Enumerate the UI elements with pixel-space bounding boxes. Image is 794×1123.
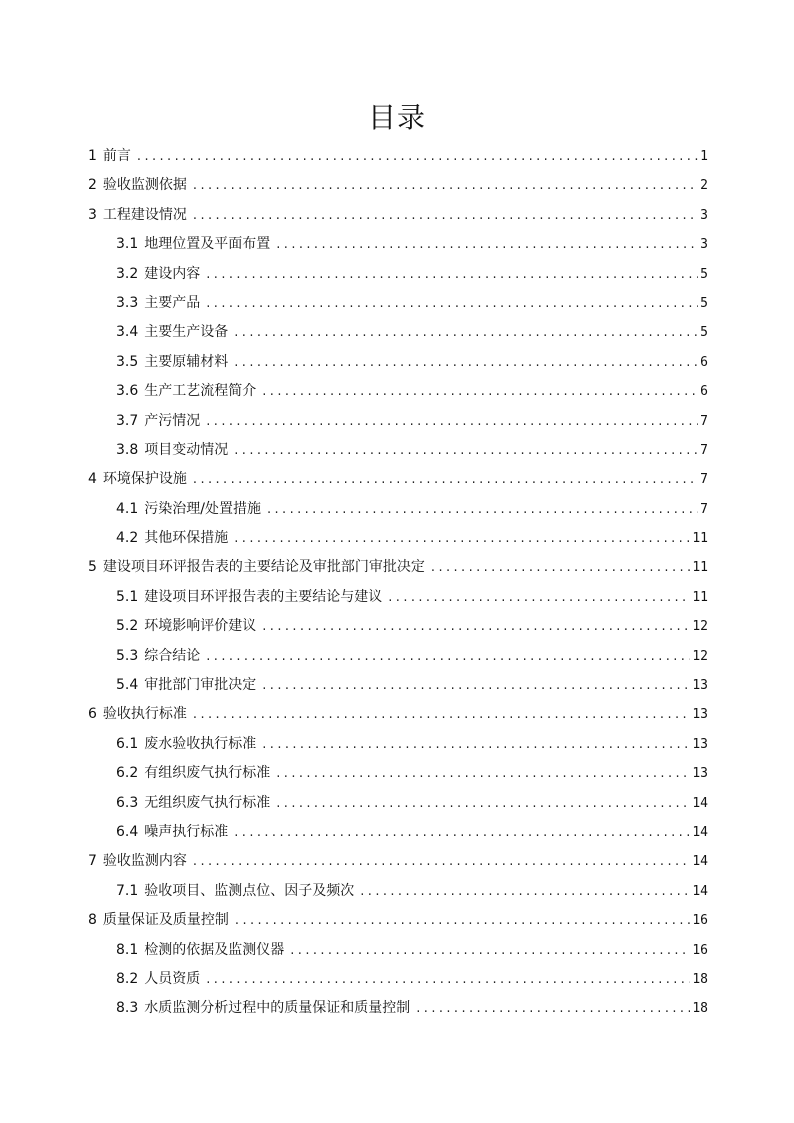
toc-entry-number: 3.7	[116, 412, 139, 429]
toc-entry-page-number: 5	[700, 325, 708, 341]
toc-entry-page-number: 11	[692, 589, 708, 605]
toc-entry-number: 6.1	[116, 735, 139, 752]
toc-entry-page-number: 12	[692, 648, 708, 664]
toc-dot-leader	[431, 553, 690, 582]
toc-entry-number: 3.1	[116, 236, 139, 253]
toc-entry[interactable]	[88, 260, 708, 289]
toc-entry-page-number: 13	[692, 766, 708, 782]
toc-entry[interactable]	[88, 583, 708, 612]
toc-dot-leader	[206, 289, 698, 318]
toc-entry-page-number: 18	[692, 971, 708, 987]
toc-entry-label: 废水验收执行标准	[144, 735, 257, 752]
toc-entry-page-number: 3	[700, 237, 708, 253]
toc-entry-page-number: 13	[692, 678, 708, 694]
toc-entry[interactable]	[88, 818, 708, 847]
toc-entry[interactable]	[88, 289, 708, 318]
toc-entry-number: 8.2	[116, 970, 139, 987]
toc-entry-page-number: 6	[700, 384, 708, 400]
toc-dot-leader	[262, 730, 690, 759]
toc-entry-page-number: 1	[700, 149, 708, 164]
toc-entry-number: 1	[88, 148, 97, 164]
toc-entry-label: 审批部门审批决定	[144, 677, 257, 694]
toc-entry-page-number: 6	[700, 354, 708, 370]
toc-entry-label: 综合结论	[144, 647, 201, 664]
toc-dot-leader	[235, 906, 690, 935]
toc-entry-page-number: 13	[692, 707, 708, 723]
toc-entry-number: 3.8	[116, 441, 139, 458]
toc-entry-label: 主要原辅材料	[144, 353, 229, 370]
toc-dot-leader	[234, 318, 698, 347]
toc-entry-number: 3.5	[116, 353, 139, 370]
toc-entry-label: 前言	[102, 148, 131, 164]
toc-dot-leader	[276, 759, 690, 788]
toc-entry[interactable]	[88, 230, 708, 259]
toc-entry-number: 7.1	[116, 882, 139, 899]
toc-dot-leader	[234, 524, 690, 553]
toc-entry[interactable]	[88, 642, 708, 671]
toc-entry-label: 验收监测内容	[102, 853, 187, 870]
toc-entry-label: 环境保护设施	[102, 471, 187, 488]
toc-entry-page-number: 7	[700, 413, 708, 429]
toc-dot-leader	[193, 700, 690, 729]
toc-entry-page-number: 14	[692, 824, 708, 840]
toc-entry[interactable]	[88, 906, 708, 935]
toc-dot-leader	[416, 994, 690, 1023]
toc-entry[interactable]	[88, 553, 708, 582]
toc-entry-number: 5.1	[116, 588, 139, 605]
toc-entry-page-number: 5	[700, 266, 708, 282]
toc-entry[interactable]	[88, 936, 708, 965]
toc-entry[interactable]	[88, 407, 708, 436]
toc-entry-page-number: 13	[692, 736, 708, 752]
toc-entry-page-number: 7	[700, 472, 708, 488]
toc-list	[88, 142, 708, 1024]
toc-entry-label: 生产工艺流程简介	[144, 383, 257, 400]
toc-entry[interactable]	[88, 436, 708, 465]
toc-entry-label: 主要产品	[144, 294, 201, 311]
toc-entry[interactable]	[88, 495, 708, 524]
toc-entry[interactable]	[88, 730, 708, 759]
toc-dot-leader	[193, 847, 690, 876]
toc-dot-leader	[262, 612, 690, 641]
toc-entry-label: 项目变动情况	[144, 441, 229, 458]
toc-entry-label: 污染治理/处置措施	[144, 500, 261, 517]
toc-entry-number: 3.2	[116, 265, 139, 282]
toc-dot-leader	[262, 671, 690, 700]
toc-entry[interactable]	[88, 994, 708, 1023]
toc-entry[interactable]	[88, 847, 708, 876]
toc-entry-label: 其他环保措施	[144, 530, 229, 547]
toc-entry[interactable]	[88, 524, 708, 553]
toc-dot-leader	[276, 230, 698, 259]
toc-entry-page-number: 12	[692, 619, 708, 635]
toc-dot-leader	[193, 465, 698, 494]
toc-entry-number: 8.3	[116, 1000, 139, 1017]
toc-entry[interactable]	[88, 142, 708, 171]
toc-entry-label: 地理位置及平面布置	[144, 236, 271, 253]
toc-entry-number: 6.3	[116, 794, 139, 811]
toc-entry-label: 无组织废气执行标准	[144, 794, 271, 811]
toc-entry-page-number: 14	[692, 883, 708, 899]
toc-title: 目录	[367, 101, 426, 134]
toc-dot-leader	[206, 260, 698, 289]
toc-entry-number: 6.2	[116, 765, 139, 782]
toc-entry-number: 8	[88, 912, 97, 929]
toc-dot-leader	[234, 436, 698, 465]
toc-dot-leader	[206, 642, 690, 671]
toc-entry-number: 3	[88, 206, 97, 223]
toc-entry-number: 6.4	[116, 823, 139, 840]
toc-entry[interactable]	[88, 612, 708, 641]
toc-entry-page-number: 5	[700, 295, 708, 311]
toc-entry-label: 人员资质	[144, 970, 201, 987]
toc-entry-number: 3.3	[116, 294, 139, 311]
toc-entry-page-number: 16	[692, 913, 708, 929]
toc-entry-page-number: 7	[700, 501, 708, 517]
toc-dot-leader	[276, 789, 690, 818]
toc-entry[interactable]	[88, 671, 708, 700]
toc-dot-leader	[360, 877, 690, 906]
toc-entry[interactable]	[88, 877, 708, 906]
toc-entry-page-number: 11	[692, 531, 708, 547]
toc-entry-page-number: 14	[692, 795, 708, 811]
toc-entry-page-number: 7	[700, 442, 708, 458]
toc-entry-label: 环境影响评价建议	[144, 618, 257, 635]
toc-entry[interactable]	[88, 759, 708, 788]
toc-entry-page-number: 3	[700, 207, 708, 223]
toc-dot-leader	[290, 936, 690, 965]
toc-entry-number: 4.2	[116, 530, 139, 547]
toc-dot-leader	[206, 965, 690, 994]
toc-entry-page-number: 16	[692, 942, 708, 958]
toc-entry-number: 5.3	[116, 647, 139, 664]
toc-entry[interactable]	[88, 201, 708, 230]
toc-entry-label: 建设内容	[144, 265, 201, 282]
toc-entry-label: 质量保证及质量控制	[102, 912, 229, 929]
toc-entry-number: 4.1	[116, 500, 139, 517]
toc-entry-number: 5.4	[116, 677, 139, 694]
toc-dot-leader	[267, 495, 698, 524]
toc-entry-label: 有组织废气执行标准	[144, 765, 271, 782]
toc-entry-number: 6	[88, 706, 97, 723]
toc-entry-label: 工程建设情况	[102, 206, 187, 223]
toc-entry-number: 2	[88, 177, 97, 194]
toc-entry-label: 主要生产设备	[144, 324, 229, 341]
toc-entry-label: 验收监测依据	[102, 177, 187, 194]
toc-entry[interactable]	[88, 465, 708, 494]
toc-dot-leader	[193, 201, 698, 230]
toc-entry-page-number: 11	[692, 560, 708, 576]
toc-entry-number: 3.6	[116, 383, 139, 400]
toc-entry[interactable]	[88, 318, 708, 347]
toc-entry-number: 5.2	[116, 618, 139, 635]
toc-entry-number: 7	[88, 853, 97, 870]
toc-entry-label: 建设项目环评报告表的主要结论及审批部门审批决定	[102, 559, 425, 576]
toc-entry[interactable]	[88, 171, 708, 200]
toc-entry-page-number: 18	[692, 1001, 708, 1017]
toc-entry[interactable]	[88, 789, 708, 818]
toc-dot-leader	[137, 142, 698, 171]
toc-dot-leader	[234, 818, 690, 847]
toc-entry-label: 验收执行标准	[102, 706, 187, 723]
toc-entry[interactable]	[88, 377, 708, 406]
toc-dot-leader	[262, 377, 698, 406]
toc-entry-page-number: 14	[692, 854, 708, 870]
toc-entry-number: 8.1	[116, 941, 139, 958]
toc-entry[interactable]	[88, 348, 708, 377]
toc-entry-label: 产污情况	[144, 412, 201, 429]
toc-entry-label: 水质监测分析过程中的质量保证和质量控制	[144, 1000, 411, 1017]
toc-entry[interactable]	[88, 965, 708, 994]
toc-dot-leader	[388, 583, 690, 612]
toc-entry-page-number: 2	[700, 178, 708, 194]
toc-dot-leader	[193, 171, 698, 200]
toc-entry-number: 4	[88, 471, 97, 488]
toc-dot-leader	[206, 407, 698, 436]
toc-entry-label: 验收项目、监测点位、因子及频次	[144, 882, 355, 899]
toc-entry-label: 建设项目环评报告表的主要结论与建议	[144, 588, 383, 605]
toc-entry-number: 5	[88, 559, 97, 576]
toc-entry-label: 检测的依据及监测仪器	[144, 941, 285, 958]
toc-entry-number: 3.4	[116, 324, 139, 341]
toc-entry-label: 噪声执行标准	[144, 823, 229, 840]
toc-entry[interactable]	[88, 700, 708, 729]
toc-dot-leader	[234, 348, 698, 377]
